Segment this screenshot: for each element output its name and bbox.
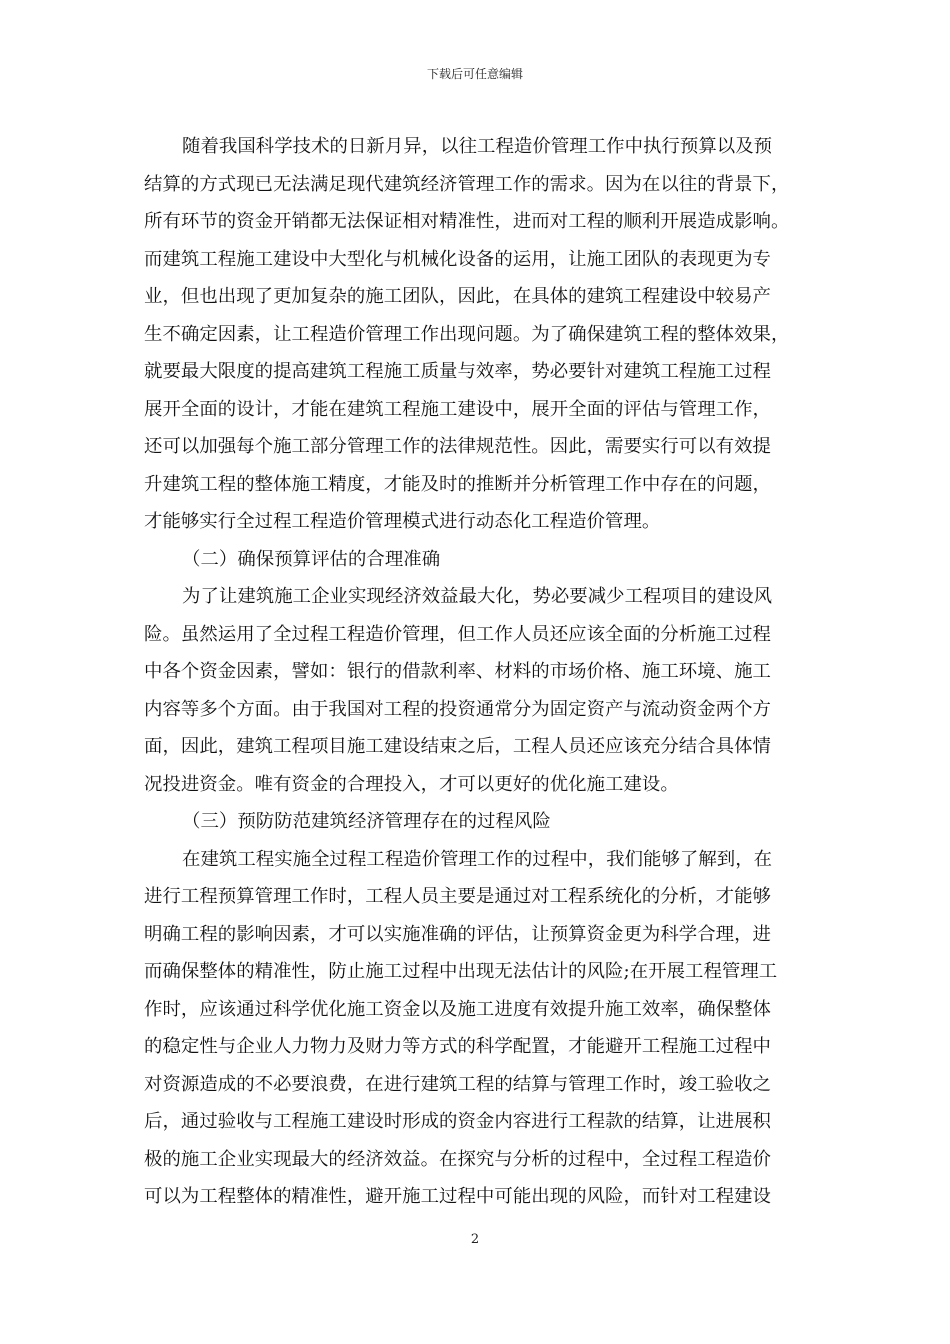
body-line: 进行工程预算管理工作时，工程人员主要是通过对工程系统化的分析，才能够	[144, 886, 771, 907]
body-line: 为了让建筑施工企业实现经济效益最大化，势必要减少工程项目的建设风	[182, 586, 773, 607]
page-number: 2	[470, 1232, 480, 1247]
body-line: 还可以加强每个施工部分管理工作的法律规范性。因此，需要实行可以有效提	[144, 436, 771, 457]
body-line: 而建筑工程施工建设中大型化与机械化设备的运用，让施工团队的表现更为专	[144, 248, 771, 270]
body-line: 中各个资金因素，譬如：银行的借款利率、材料的市场价格、施工环境、施工	[144, 661, 771, 682]
body-line: 面，因此，建筑工程项目施工建设结束之后，工程人员还应该充分结合具体情	[144, 736, 771, 757]
section-heading: （三）预防防范建筑经济管理存在的过程风险	[182, 811, 551, 832]
body-line: 展开全面的设计，才能在建筑工程施工建设中，展开全面的评估与管理工作，	[144, 398, 771, 420]
body-line: 况投进资金。唯有资金的合理投入，才可以更好的优化施工建设。	[144, 773, 679, 795]
body-line: 后，通过验收与工程施工建设时形成的资金内容进行工程款的结算，让进展积	[144, 1111, 771, 1132]
body-line: 升建筑工程的整体施工精度，才能及时的推断并分析管理工作中存在的问题，	[144, 473, 771, 495]
body-line: 可以为工程整体的精准性，避开施工过程中可能出现的风险，而针对工程建设	[144, 1186, 771, 1207]
body-line: 对资源造成的不必要浪费，在进行建筑工程的结算与管理工作时，竣工验收之	[144, 1073, 771, 1095]
page-header: 下载后可任意编辑	[426, 67, 523, 81]
body-line: 所有环节的资金开销都无法保证相对精准性，进而对工程的顺利开展造成影响。	[144, 211, 790, 232]
body-line: 在建筑工程实施全过程工程造价管理工作的过程中，我们能够了解到，在	[182, 848, 773, 870]
body-line: 生不确定因素，让工程造价管理工作出现问题。为了确保建筑工程的整体效果，	[144, 323, 790, 345]
body-line: 随着我国科学技术的日新月异，以往工程造价管理工作中执行预算以及预	[182, 136, 773, 157]
body-line: 极的施工企业实现最大的经济效益。在探究与分析的过程中，全过程工程造价	[144, 1148, 771, 1170]
body-line: 而确保整体的精准性，防止施工过程中出现无法估计的风险;在开展工程管理工	[144, 961, 778, 982]
section-heading: （二）确保预算评估的合理准确	[182, 548, 441, 570]
body-line: 就要最大限度的提高建筑工程施工质量与效率，势必要针对建筑工程施工过程	[144, 361, 771, 382]
body-line: 的稳定性与企业人力物力及财力等方式的科学配置，才能避开工程施工过程中	[144, 1036, 771, 1057]
body-line: 内容等多个方面。由于我国对工程的投资通常分为固定资产与流动资金两个方	[144, 698, 771, 720]
body-line: 明确工程的影响因素，才可以实施准确的评估，让预算资金更为科学合理，进	[144, 923, 771, 945]
body-line: 作时，应该通过科学优化施工资金以及施工进度有效提升施工效率，确保整体	[144, 998, 771, 1020]
body-line: 险。虽然运用了全过程工程造价管理，但工作人员还应该全面的分析施工过程	[144, 623, 771, 645]
body-line: 才能够实行全过程工程造价管理模式进行动态化工程造价管理。	[144, 511, 661, 532]
body-line: 结算的方式现已无法满足现代建筑经济管理工作的需求。因为在以往的背景下，	[144, 173, 790, 195]
document-body	[144, 128, 809, 1216]
body-line: 业，但也出现了更加复杂的施工团队，因此，在具体的建筑工程建设中较易产	[144, 286, 771, 307]
